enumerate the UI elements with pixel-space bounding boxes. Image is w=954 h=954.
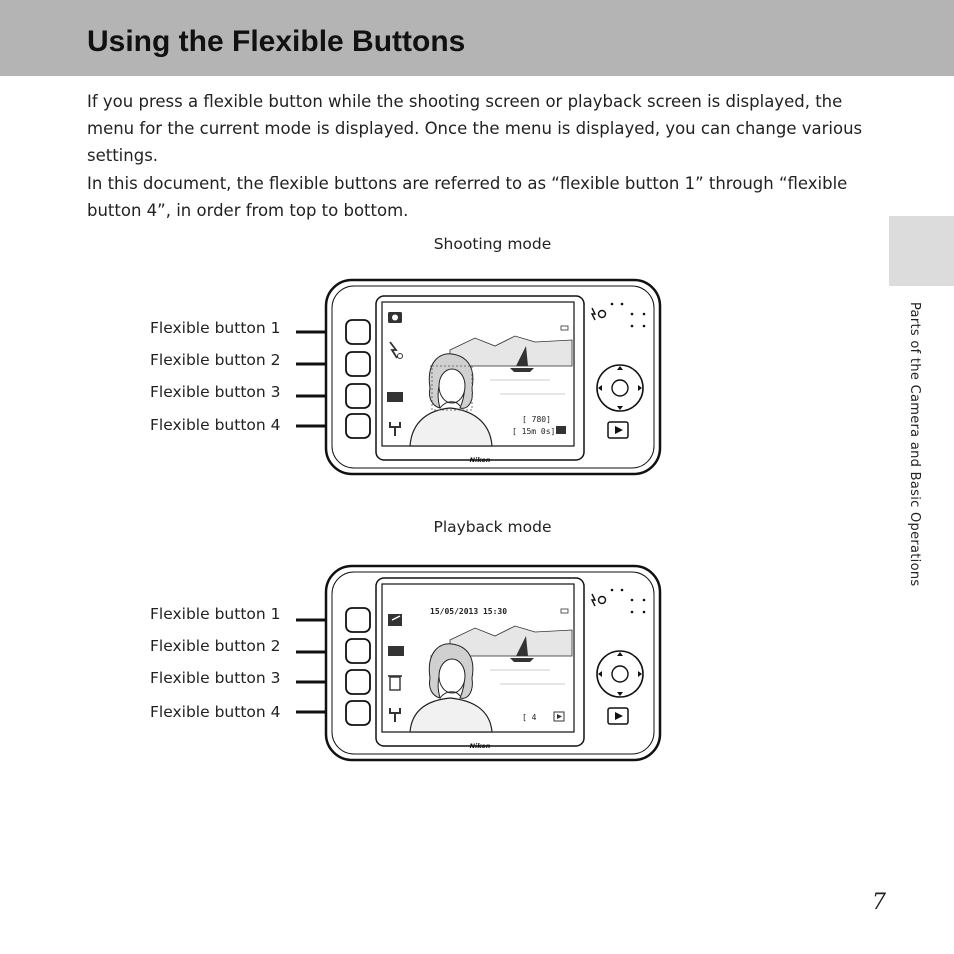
speaker-hole (643, 611, 646, 614)
shooting-mode-label: Shooting mode (433, 235, 552, 253)
flexible-button-4[interactable] (346, 414, 370, 438)
speaker-hole (631, 611, 634, 614)
flexible-button-1[interactable] (346, 608, 370, 632)
speaker-hole (621, 589, 624, 592)
file-number-value: 4 (531, 713, 537, 722)
chapter-tab (889, 216, 954, 286)
shots-remaining-value: 780 (531, 415, 547, 424)
brand-logo: Nikon (469, 742, 491, 750)
sailboat-hull (510, 368, 534, 372)
speaker-hole (643, 599, 646, 602)
shooting-flexible-button-1-label: Flexible button 1 (150, 319, 281, 337)
naming-paragraph: In this document, the flexible buttons are referred to as “flexible button 1” through “flexible button 4”, in order from top to bottom. (87, 174, 848, 220)
speaker-hole (631, 313, 634, 316)
shooting-flexible-button-3-label: Flexible button 3 (150, 383, 281, 401)
speaker-hole (621, 303, 624, 306)
intro-paragraph: If you press a flexible button while the shooting screen or playback screen is displayed, the menu for the current mode is displayed. Once the menu is displayed, you can change various settings. (87, 92, 863, 165)
movie-icon (388, 646, 404, 656)
camera-icon (556, 426, 566, 434)
flexible-button-3[interactable] (346, 384, 370, 408)
flexible-button-3[interactable] (346, 670, 370, 694)
camera-icon-lens (392, 315, 398, 321)
movie-time-value: 15m 0s (521, 427, 551, 436)
speaker-hole (643, 325, 646, 328)
scene-icon (387, 392, 403, 402)
brand-logo: Nikon (469, 456, 491, 464)
chapter-tab-label: Parts of the Camera and Basic Operations (907, 302, 922, 587)
page-number: 7 (872, 890, 886, 915)
date-time-readout: 15/05/2013 15:30 (430, 607, 508, 616)
page-title: Using the Flexible Buttons (87, 25, 466, 58)
speaker-hole (631, 325, 634, 328)
camera-playback-diagram (290, 556, 670, 766)
playback-flexible-button-4-label: Flexible button 4 (150, 703, 281, 721)
person-face (439, 659, 465, 693)
person-face (439, 369, 465, 403)
file-number-readout: [ 4 (522, 713, 537, 722)
flexible-button-4[interactable] (346, 701, 370, 725)
playback-flexible-button-1-label: Flexible button 1 (150, 605, 281, 623)
flexible-button-1[interactable] (346, 320, 370, 344)
ok-button[interactable] (612, 666, 628, 682)
flexible-button-2[interactable] (346, 639, 370, 663)
speaker-hole (611, 589, 614, 592)
speaker-hole (643, 313, 646, 316)
ok-button[interactable] (612, 380, 628, 396)
shooting-flexible-button-2-label: Flexible button 2 (150, 351, 281, 369)
playback-mode-label: Playback mode (433, 518, 552, 536)
flexible-button-2[interactable] (346, 352, 370, 376)
camera-shooting-diagram (290, 270, 670, 480)
sailboat-hull (510, 658, 534, 662)
speaker-hole (611, 303, 614, 306)
playback-flexible-button-2-label: Flexible button 2 (150, 637, 281, 655)
movie-time-readout: [ 15m 0s] (512, 427, 556, 436)
shots-remaining-readout: [ 780] (522, 415, 551, 424)
speaker-hole (631, 599, 634, 602)
playback-flexible-button-3-label: Flexible button 3 (150, 669, 281, 687)
shooting-flexible-button-4-label: Flexible button 4 (150, 416, 281, 434)
